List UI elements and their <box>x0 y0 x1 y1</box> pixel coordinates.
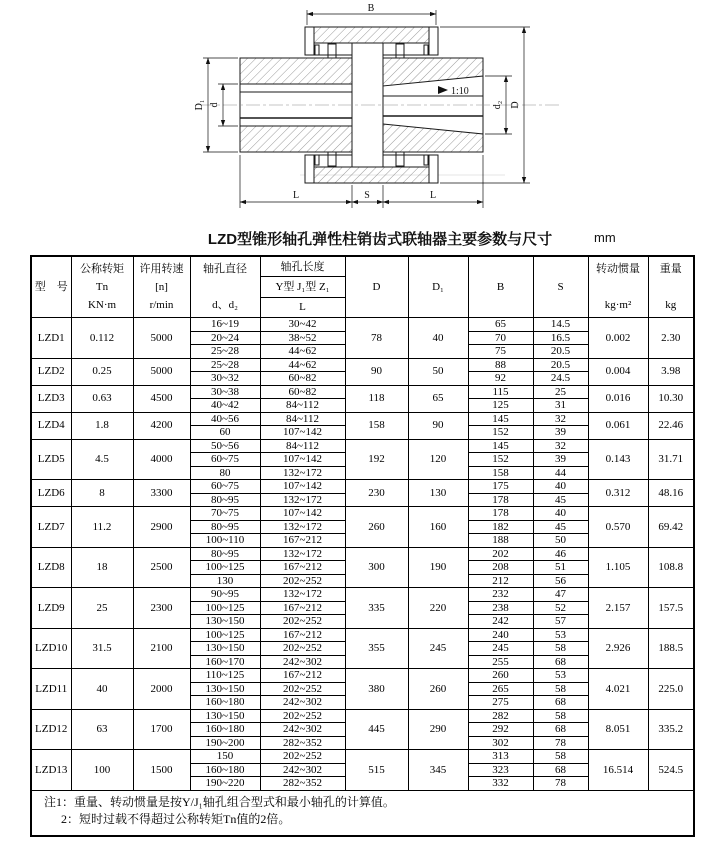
bore-length-cell: 132~172 <box>260 493 345 507</box>
d1-header-label: D₁ <box>432 280 444 293</box>
dim-D-cell: 90 <box>345 358 408 385</box>
dim-D1-cell: 245 <box>408 628 468 669</box>
bore-length-cell: 60~82 <box>260 372 345 386</box>
bore-length-cell: 167~212 <box>260 561 345 575</box>
speed-cell: 2000 <box>133 669 190 710</box>
weight-cell: 335.2 <box>648 709 694 750</box>
spec-row-LZD9-sub1 <box>31 588 694 602</box>
weight-cell: 3.98 <box>648 358 694 385</box>
dim-S-cell: 20.5 <box>533 358 588 372</box>
weight-cell: 157.5 <box>648 588 694 629</box>
weight-header-line2: kg <box>665 298 677 311</box>
dim-S-cell: 78 <box>533 777 588 791</box>
spec-row-LZD13-sub1 <box>31 750 694 764</box>
spec-row-LZD3-sub1 <box>31 385 694 399</box>
dim-B-cell: 178 <box>468 507 533 521</box>
weight-cell: 10.30 <box>648 385 694 412</box>
bore-diameter-cell: 20~24 <box>190 331 260 345</box>
dim-B-cell: 202 <box>468 547 533 561</box>
dim-S-cell: 56 <box>533 574 588 588</box>
bore-length-cell: 132~172 <box>260 547 345 561</box>
spec-row-LZD2-sub1 <box>31 358 694 372</box>
bore-length-cell: 132~172 <box>260 466 345 480</box>
col-header-torque <box>71 256 133 318</box>
inertia-cell: 2.926 <box>588 628 648 669</box>
dim-S-cell: 47 <box>533 588 588 602</box>
bore-length-cell: 242~302 <box>260 723 345 737</box>
dim-B-cell: 275 <box>468 696 533 710</box>
dim-S-cell: 39 <box>533 453 588 467</box>
inertia-cell: 4.021 <box>588 669 648 710</box>
weight-cell: 524.5 <box>648 750 694 791</box>
col-header-bore-diameter <box>190 256 260 318</box>
speed-cell: 4200 <box>133 412 190 439</box>
dim-D-cell: 260 <box>345 507 408 548</box>
weight-cell: 48.16 <box>648 480 694 507</box>
col-header-D <box>345 256 408 318</box>
dim-S-cell: 16.5 <box>533 331 588 345</box>
dim-D-cell: 355 <box>345 628 408 669</box>
dim-D-cell: 300 <box>345 547 408 588</box>
dim-D1-cell: 290 <box>408 709 468 750</box>
dim-S-cell: 53 <box>533 669 588 683</box>
bore-diameter-cell: 70~75 <box>190 507 260 521</box>
d-header-label: D <box>372 280 381 293</box>
note-1: 注1：重量、转动惯量是按Y/J₁轴孔组合型式和最小轴孔的计算值。 <box>44 794 395 809</box>
dim-B-cell: 292 <box>468 723 533 737</box>
speed-cell: 1700 <box>133 709 190 750</box>
inertia-cell: 0.570 <box>588 507 648 548</box>
bottom-flange <box>305 152 438 183</box>
notes-cell <box>31 790 694 836</box>
bore-diameter-cell: 50~56 <box>190 439 260 453</box>
dim-B-cell: 255 <box>468 655 533 669</box>
bore-length-cell: 242~302 <box>260 763 345 777</box>
bore-length-cell: 107~142 <box>260 426 345 440</box>
dim-S-cell: 50 <box>533 534 588 548</box>
spec-row-LZD1-sub1 <box>31 318 694 332</box>
model-cell: LZD3 <box>31 385 71 412</box>
dim-D-cell: 192 <box>345 439 408 480</box>
torque-cell: 1.8 <box>71 412 133 439</box>
torque-cell: 31.5 <box>71 628 133 669</box>
title-row <box>0 228 725 250</box>
model-cell: LZD5 <box>31 439 71 480</box>
model-cell: LZD12 <box>31 709 71 750</box>
bore-length-cell: 84~112 <box>260 399 345 413</box>
dim-d2-label: d₂ <box>492 100 503 110</box>
unit-label: mm <box>594 230 616 245</box>
bore-diameter-cell: 150 <box>190 750 260 764</box>
spec-table <box>30 255 695 837</box>
dim-B-cell: 175 <box>468 480 533 494</box>
model-cell: LZD9 <box>31 588 71 629</box>
dim-B-cell: 125 <box>468 399 533 413</box>
dim-B-cell: 182 <box>468 520 533 534</box>
dim-D1-cell: 160 <box>408 507 468 548</box>
speed-cell: 2900 <box>133 507 190 548</box>
bore-length-cell: 38~52 <box>260 331 345 345</box>
spec-row-LZD11-sub1 <box>31 669 694 683</box>
bore-length-cell: 30~42 <box>260 318 345 332</box>
inertia-cell: 0.312 <box>588 480 648 507</box>
dim-B-cell: 145 <box>468 412 533 426</box>
dim-S-cell: 45 <box>533 520 588 534</box>
dim-S-cell: 68 <box>533 763 588 777</box>
bore-length-cell: 242~302 <box>260 696 345 710</box>
bore-diameter-cell: 25~28 <box>190 345 260 359</box>
bore-length-cell: 132~172 <box>260 520 345 534</box>
bore-diameter-cell: 130~150 <box>190 682 260 696</box>
dim-B-cell: 65 <box>468 318 533 332</box>
dim-S-cell: 58 <box>533 682 588 696</box>
bore-diameter-cell: 130~150 <box>190 615 260 629</box>
dim-B-cell: 145 <box>468 439 533 453</box>
dim-l-left-label: L <box>292 190 300 201</box>
bore-diameter-cell: 40~42 <box>190 399 260 413</box>
dim-D-cell: 78 <box>345 318 408 359</box>
bore-length-cell: 282~352 <box>260 777 345 791</box>
dim-D1-cell: 120 <box>408 439 468 480</box>
speed-header-line1: 许用转速 <box>139 262 184 275</box>
torque-header-line3: KN·m <box>87 298 117 311</box>
spec-row-LZD4-sub1 <box>31 412 694 426</box>
notes-row <box>31 790 694 836</box>
dim-B-cell: 282 <box>468 709 533 723</box>
bore-diameter-cell: 160~180 <box>190 723 260 737</box>
model-cell: LZD13 <box>31 750 71 791</box>
model-cell: LZD6 <box>31 480 71 507</box>
bore-diameter-cell: 80~95 <box>190 520 260 534</box>
inertia-cell: 0.061 <box>588 412 648 439</box>
bore-diameter-cell: 160~170 <box>190 655 260 669</box>
note-2: 2：短时过载不得超过公称转矩Tn值的2倍。 <box>61 811 291 826</box>
dim-D-cell: 335 <box>345 588 408 629</box>
torque-cell: 11.2 <box>71 507 133 548</box>
bore-length-cell: 202~252 <box>260 709 345 723</box>
top-flange <box>305 27 438 58</box>
bore-length-cell: 44~62 <box>260 345 345 359</box>
bore-length-cell: 167~212 <box>260 601 345 615</box>
bore-diameter-cell: 100~110 <box>190 534 260 548</box>
bore-length-cell: 202~252 <box>260 642 345 656</box>
bore-diameter-cell: 80~95 <box>190 547 260 561</box>
bore-diameter-cell: 160~180 <box>190 696 260 710</box>
bore-length-header-line1: 轴孔长度 <box>280 260 325 273</box>
speed-header-line2: [n] <box>155 280 168 293</box>
dim-b-label: B <box>367 3 375 14</box>
coupling-section-drawing <box>0 0 725 222</box>
bore-diameter-cell: 60 <box>190 426 260 440</box>
bore-diameter-cell: 80 <box>190 466 260 480</box>
bore-diameter-cell: 100~125 <box>190 628 260 642</box>
dim-S-cell: 78 <box>533 736 588 750</box>
dim-D1-cell: 65 <box>408 385 468 412</box>
spec-row-LZD10-sub1 <box>31 628 694 642</box>
inertia-cell: 0.002 <box>588 318 648 359</box>
dim-S-cell: 32 <box>533 412 588 426</box>
bore-diameter-cell: 16~19 <box>190 318 260 332</box>
bore-length-cell: 107~142 <box>260 507 345 521</box>
torque-cell: 25 <box>71 588 133 629</box>
dim-s-label: S <box>364 190 370 201</box>
dim-S-cell: 58 <box>533 642 588 656</box>
dim-S-cell: 57 <box>533 615 588 629</box>
bore-diameter-cell: 110~125 <box>190 669 260 683</box>
dim-B-cell: 158 <box>468 466 533 480</box>
dim-d-label: D <box>510 101 521 109</box>
torque-header-line2: Tn <box>95 280 109 293</box>
dim-S-cell: 31 <box>533 399 588 413</box>
dim-S-cell: 68 <box>533 723 588 737</box>
dim-D1-cell: 130 <box>408 480 468 507</box>
dim-B-cell: 242 <box>468 615 533 629</box>
spec-row-LZD6-sub1 <box>31 480 694 494</box>
dim-l-right-label: L <box>429 190 437 201</box>
weight-cell: 69.42 <box>648 507 694 548</box>
bore-length-cell: 242~302 <box>260 655 345 669</box>
taper-arrow-icon <box>438 86 448 94</box>
inertia-cell: 16.514 <box>588 750 648 791</box>
weight-header-line1: 重量 <box>659 263 682 275</box>
dim-B-cell: 212 <box>468 574 533 588</box>
col-header-B <box>468 256 533 318</box>
spec-row-LZD12-sub1 <box>31 709 694 723</box>
bore-length-cell: 202~252 <box>260 682 345 696</box>
bore-length-cell: 84~112 <box>260 412 345 426</box>
spec-table-body <box>31 318 694 791</box>
dim-D-cell: 230 <box>345 480 408 507</box>
bore-diameter-cell: 130 <box>190 574 260 588</box>
bore-diameter-cell: 190~200 <box>190 736 260 750</box>
col-header-weight <box>648 256 694 318</box>
dim-B-cell: 178 <box>468 493 533 507</box>
dim-S-cell: 68 <box>533 655 588 669</box>
speed-cell: 2300 <box>133 588 190 629</box>
weight-cell: 2.30 <box>648 318 694 359</box>
dim-B-cell: 260 <box>468 669 533 683</box>
bore-length-cell: 282~352 <box>260 736 345 750</box>
dim-S-cell: 58 <box>533 750 588 764</box>
model-cell: LZD2 <box>31 358 71 385</box>
speed-cell: 2100 <box>133 628 190 669</box>
bore-diameter-header-line1: 轴孔直径 <box>203 263 247 275</box>
dim-D1-cell: 260 <box>408 669 468 710</box>
bore-diameter-header-line2: d、d₂ <box>212 298 238 311</box>
dim-S-cell: 32 <box>533 439 588 453</box>
weight-cell: 22.46 <box>648 412 694 439</box>
bore-length-header-line2: Y型 J₁型 Z₁ <box>261 276 345 296</box>
inertia-cell: 2.157 <box>588 588 648 629</box>
dim-B-cell: 92 <box>468 372 533 386</box>
dim-d-bore-label: d <box>209 102 220 108</box>
dim-S-cell: 24.5 <box>533 372 588 386</box>
weight-cell: 31.71 <box>648 439 694 480</box>
b-header-label: B <box>496 280 505 293</box>
speed-header-line3: r/min <box>149 298 174 311</box>
bore-length-cell: 84~112 <box>260 439 345 453</box>
spec-row-LZD5-sub1 <box>31 439 694 453</box>
dim-B-cell: 75 <box>468 345 533 359</box>
torque-cell: 63 <box>71 709 133 750</box>
dim-D-cell: 380 <box>345 669 408 710</box>
model-cell: LZD1 <box>31 318 71 359</box>
dim-S-cell: 40 <box>533 480 588 494</box>
dim-D1-cell: 50 <box>408 358 468 385</box>
s-header-label: S <box>557 280 564 293</box>
bore-diameter-cell: 30~32 <box>190 372 260 386</box>
torque-cell: 40 <box>71 669 133 710</box>
torque-cell: 4.5 <box>71 439 133 480</box>
dim-B-cell: 208 <box>468 561 533 575</box>
inertia-header-line2: kg·m² <box>604 298 632 311</box>
dim-S-cell: 52 <box>533 601 588 615</box>
dim-D1-cell: 90 <box>408 412 468 439</box>
model-cell: LZD8 <box>31 547 71 588</box>
col-header-D1 <box>408 256 468 318</box>
bore-diameter-cell: 60~75 <box>190 453 260 467</box>
dim-D1-cell: 220 <box>408 588 468 629</box>
dim-S-cell: 40 <box>533 507 588 521</box>
bore-diameter-cell: 25~28 <box>190 358 260 372</box>
inertia-cell: 8.051 <box>588 709 648 750</box>
inertia-cell: 1.105 <box>588 547 648 588</box>
dim-B-cell: 188 <box>468 534 533 548</box>
spec-row-LZD8-sub1 <box>31 547 694 561</box>
dim-B-cell: 323 <box>468 763 533 777</box>
dim-B-cell: 302 <box>468 736 533 750</box>
bore-diameter-cell: 130~150 <box>190 709 260 723</box>
inertia-cell: 0.143 <box>588 439 648 480</box>
dim-D-cell: 445 <box>345 709 408 750</box>
dim-B-cell: 265 <box>468 682 533 696</box>
bore-diameter-cell: 190~220 <box>190 777 260 791</box>
inertia-cell: 0.004 <box>588 358 648 385</box>
bore-diameter-cell: 30~38 <box>190 385 260 399</box>
model-cell: LZD11 <box>31 669 71 710</box>
dim-B-cell: 240 <box>468 628 533 642</box>
torque-cell: 18 <box>71 547 133 588</box>
torque-cell: 100 <box>71 750 133 791</box>
dim-S-cell: 53 <box>533 628 588 642</box>
bore-length-cell: 44~62 <box>260 358 345 372</box>
torque-header-line1: 公称转矩 <box>80 262 124 275</box>
weight-cell: 108.8 <box>648 547 694 588</box>
bore-diameter-cell: 100~125 <box>190 561 260 575</box>
dim-B-cell: 238 <box>468 601 533 615</box>
dim-S-cell: 68 <box>533 696 588 710</box>
dim-S-cell: 14.5 <box>533 318 588 332</box>
torque-cell: 8 <box>71 480 133 507</box>
bore-diameter-cell: 60~75 <box>190 480 260 494</box>
header-row <box>31 256 694 318</box>
dim-D-cell: 158 <box>345 412 408 439</box>
dim-S-cell: 44 <box>533 466 588 480</box>
dim-B-cell: 70 <box>468 331 533 345</box>
bore-length-cell: 167~212 <box>260 669 345 683</box>
bore-diameter-cell: 90~95 <box>190 588 260 602</box>
dim-B-cell: 152 <box>468 426 533 440</box>
speed-cell: 5000 <box>133 318 190 359</box>
dim-D1-cell: 40 <box>408 318 468 359</box>
model-cell: LZD10 <box>31 628 71 669</box>
speed-cell: 3300 <box>133 480 190 507</box>
bore-length-cell: 107~142 <box>260 480 345 494</box>
dim-S-cell: 20.5 <box>533 345 588 359</box>
dim-B-cell: 313 <box>468 750 533 764</box>
dim-S-cell: 45 <box>533 493 588 507</box>
dim-S-cell: 39 <box>533 426 588 440</box>
speed-cell: 4500 <box>133 385 190 412</box>
col-header-speed <box>133 256 190 318</box>
col-header-S <box>533 256 588 318</box>
weight-cell: 188.5 <box>648 628 694 669</box>
inertia-cell: 0.016 <box>588 385 648 412</box>
col-header-model-label: 型 号 <box>34 280 68 293</box>
dim-B-cell: 245 <box>468 642 533 656</box>
dim-S-cell: 51 <box>533 561 588 575</box>
model-cell: LZD7 <box>31 507 71 548</box>
torque-cell: 0.63 <box>71 385 133 412</box>
speed-cell: 2500 <box>133 547 190 588</box>
bore-length-cell: 202~252 <box>260 750 345 764</box>
col-header-model <box>31 256 71 318</box>
dim-D1-cell: 190 <box>408 547 468 588</box>
page-title: LZD型锥形轴孔弹性柱销齿式联轴器主要参数与尺寸 <box>207 231 553 248</box>
spec-row-LZD7-sub1 <box>31 507 694 521</box>
bore-length-cell: 60~82 <box>260 385 345 399</box>
dim-S-cell: 58 <box>533 709 588 723</box>
taper-label: 1:10 <box>451 86 469 97</box>
col-header-inertia <box>588 256 648 318</box>
model-cell: LZD4 <box>31 412 71 439</box>
torque-cell: 0.25 <box>71 358 133 385</box>
torque-cell: 0.112 <box>71 318 133 359</box>
dim-D-cell: 515 <box>345 750 408 791</box>
speed-cell: 4000 <box>133 439 190 480</box>
dim-B-cell: 115 <box>468 385 533 399</box>
bore-diameter-cell: 130~150 <box>190 642 260 656</box>
bore-diameter-cell: 160~180 <box>190 763 260 777</box>
bore-length-cell: 202~252 <box>260 615 345 629</box>
dim-B-cell: 88 <box>468 358 533 372</box>
weight-cell: 225.0 <box>648 669 694 710</box>
dim-D-cell: 118 <box>345 385 408 412</box>
dim-B-cell: 152 <box>468 453 533 467</box>
bore-length-header-line3: L <box>261 297 345 317</box>
bore-diameter-cell: 100~125 <box>190 601 260 615</box>
bore-length-cell: 167~212 <box>260 534 345 548</box>
bore-length-cell: 132~172 <box>260 588 345 602</box>
dim-S-cell: 25 <box>533 385 588 399</box>
col-header-bore-length <box>260 256 345 318</box>
bore-length-cell: 107~142 <box>260 453 345 467</box>
dim-B-cell: 232 <box>468 588 533 602</box>
inertia-header-line1: 转动惯量 <box>596 263 640 275</box>
bore-diameter-cell: 40~56 <box>190 412 260 426</box>
dim-d1-label: D₁ <box>194 99 205 111</box>
speed-cell: 5000 <box>133 358 190 385</box>
bore-diameter-cell: 80~95 <box>190 493 260 507</box>
dim-B-cell: 332 <box>468 777 533 791</box>
bore-length-cell: 167~212 <box>260 628 345 642</box>
dim-S-cell: 46 <box>533 547 588 561</box>
bore-length-cell: 202~252 <box>260 574 345 588</box>
speed-cell: 1500 <box>133 750 190 791</box>
dim-D1-cell: 345 <box>408 750 468 791</box>
